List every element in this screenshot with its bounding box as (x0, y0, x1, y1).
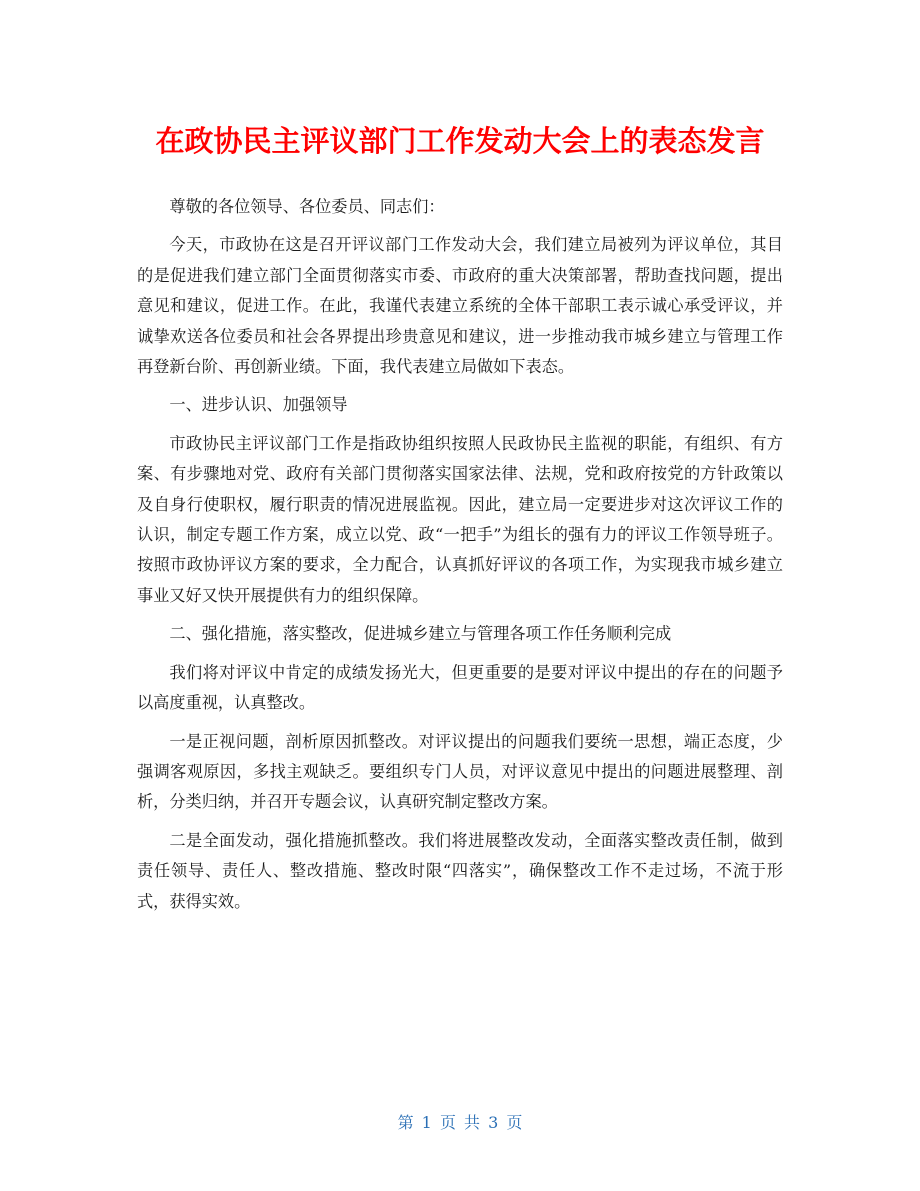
paragraph-intro: 今天，市政协在这是召开评议部门工作发动大会，我们建立局被列为评议单位，其目的是促进我们建立部门全面贯彻落实市委、市政府的重大决策部署，帮助查找问题，提出意见和建议，促进工作。在此，我谨代表建立系统的全体干部职工表示诚心承受评议，并诚挚欢送各位委员和社会各界提出珍贵意见和建议，进一步推动我市城乡建立与管理工作再登新台阶、再创新业绩。下面，我代表建立局做如下表态。 (137, 235, 783, 377)
page-number-footer: 第 1 页 共 3 页 (397, 1113, 523, 1132)
paragraph-point-1: 一是正视问题，剖析原因抓整改。对评议提出的问题我们要统一思想，端正态度，少强调客观原因，多找主观缺乏。要组织专门人员，对评议意见中提出的问题进展整理、剖析，分类归纳，并召开专题会议，认真研究制定整改方案。 (137, 731, 783, 812)
salutation: 尊敬的各位领导、各位委员、同志们： (169, 197, 445, 216)
paragraph-section-1: 市政协民主评议部门工作是指政协组织按照人民政协民主监视的职能，有组织、有方案、有步骤地对党、政府有关部门贯彻落实国家法律、法规，党和政府按党的方针政策以及自身行使职权，履行职责的情况进展监视。因此，建立局一定要进步对这次评议工作的认识，制定专题工作方案，成立以党、政“一把手”为组长的强有力的评议工作领导班子。按照市政协评议方案的要求，全力配合，认真抓好评议的各项工作，为实现我市城乡建立事业又好又快开展提供有力的组织保障。 (137, 433, 783, 605)
section-heading-1: 一、进步认识、加强领导 (169, 395, 348, 415)
paragraph-section-2: 我们将对评议中肯定的成绩发扬光大，但更重要的是要对评议中提出的存在的问题予以高度重视，认真整改。 (137, 662, 783, 713)
document-title: 在政协民主评议部门工作发动大会上的表态发言 (155, 124, 765, 158)
paragraph-point-2: 二是全面发动，强化措施抓整改。我们将进展整改发动，全面落实整改责任制，做到责任领导、责任人、整改措施、整改时限“四落实”，确保整改工作不走过场，不流于形式，获得实效。 (137, 830, 783, 911)
section-heading-2: 二、强化措施，落实整改，促进城乡建立与管理各项工作任务顺利完成 (169, 624, 672, 644)
document-body (137, 192, 783, 917)
